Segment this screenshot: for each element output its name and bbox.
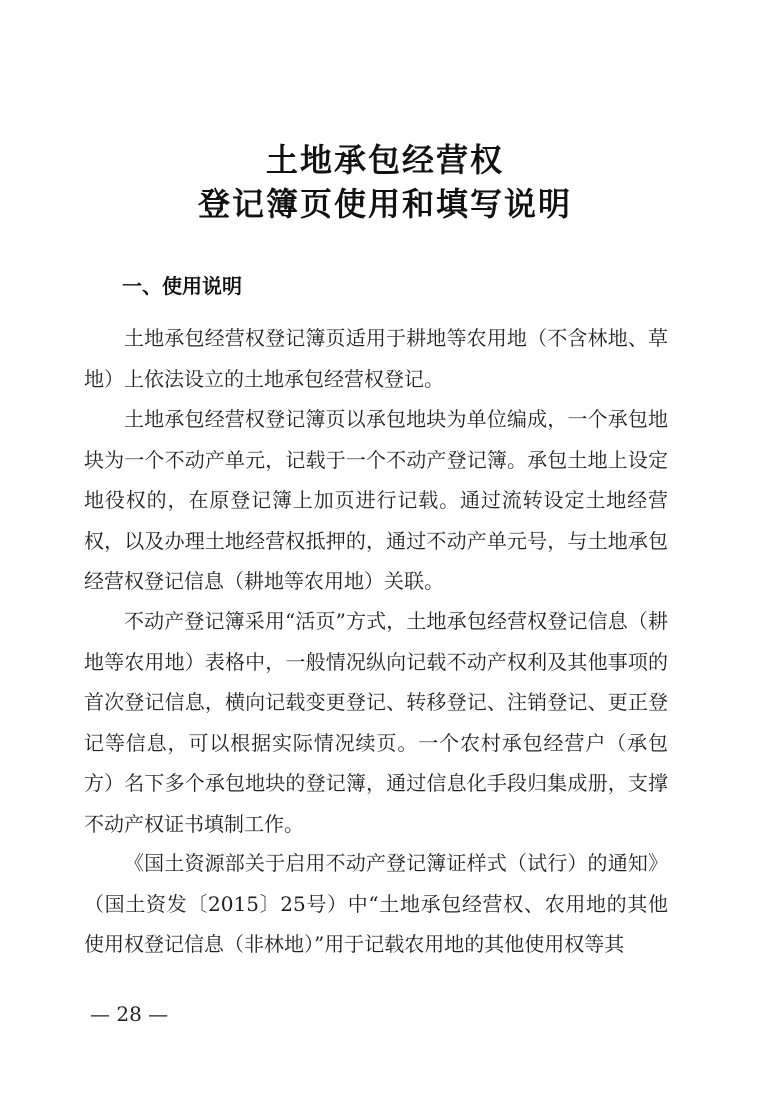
paragraph-text: 《国土资源部关于启用不动产登记簿证样式（试行）的通知》（国土资发〔2015〕25号）中“土地承包经营权、农用地的其他使用权登记信息（非林地）”用于记载农用地的其他使用权等其	[84, 851, 668, 956]
paragraph-2	[84, 399, 668, 602]
section-heading: 一、使用说明	[122, 274, 242, 298]
paragraph-text: 土地承包经营权登记簿页适用于耕地等农用地（不含林地、草地）上依法设立的土地承包经营权登记。	[84, 326, 668, 391]
paragraph-1	[84, 318, 668, 399]
title-line-2: 登记簿页使用和填写说明	[197, 185, 572, 223]
paragraph-4	[84, 843, 668, 965]
page-number: — 28 —	[90, 1002, 169, 1026]
paragraph-text: 不动产登记簿采用“活页”方式，土地承包经营权登记信息（耕地等农用地）表格中，一般情况纵向记载不动产权利及其他事项的首次登记信息，横向记载变更登记、转移登记、注销登记、更正登记等信息，可以根据实际情况续页。一个农村承包经营户（承包方）名下多个承包地块的登记簿，通过信息化手段归集成册，支撑不动产权证书填制工作。	[84, 609, 668, 836]
document-title	[0, 138, 770, 226]
paragraph-text: 土地承包经营权登记簿页以承包地块为单位编成，一个承包地块为一个不动产单元，记载于一个不动产登记簿。承包土地上设定地役权的，在原登记簿上加页进行记载。通过流转设定土地经营权，以及办理土地经营权抵押的，通过不动产单元号，与土地承包经营权登记信息（耕地等农用地）关联。	[84, 407, 668, 593]
title-line-1: 土地承包经营权	[265, 141, 504, 179]
paragraph-3	[84, 601, 668, 844]
